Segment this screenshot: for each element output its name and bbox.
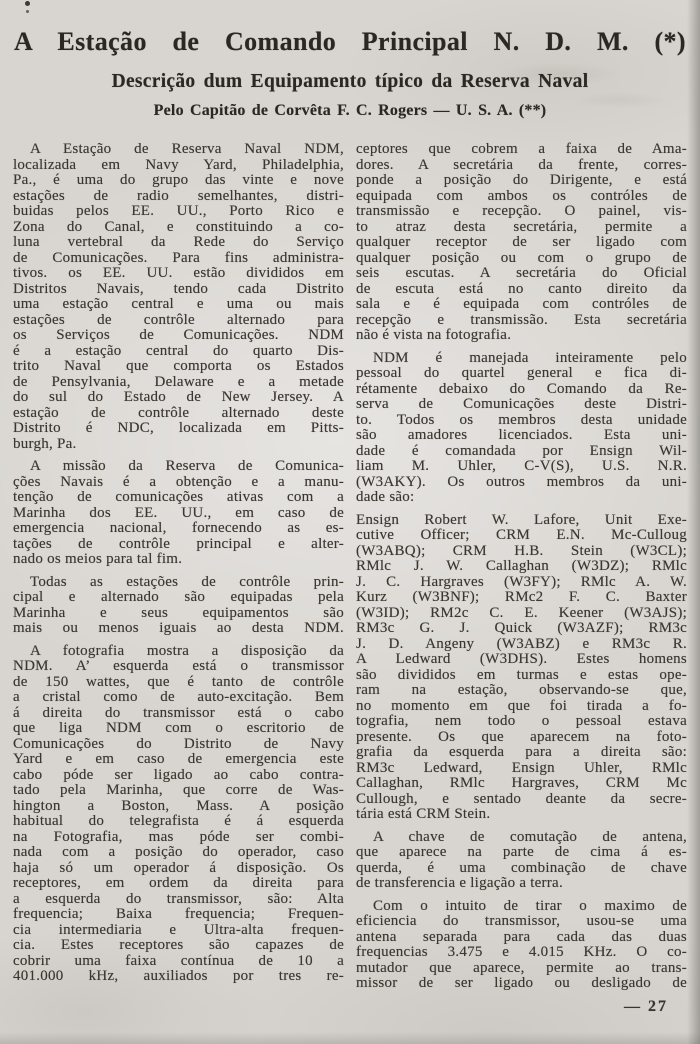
page-number: — 27 bbox=[624, 998, 668, 1015]
paragraph bbox=[356, 899, 687, 992]
text-line: serva de Comunicações deste Distri- bbox=[356, 397, 687, 412]
text-line: na Fotografia, mas póde ser combi- bbox=[13, 829, 344, 845]
text-line: é a estação central do quarto Dis- bbox=[13, 343, 344, 359]
text-line: cutive Officer; CRM E.N. Mc-Culloug bbox=[356, 528, 687, 543]
paragraph bbox=[356, 142, 687, 344]
paragraph bbox=[13, 644, 344, 985]
article-byline: Pelo Capitão de Corvêta F. C. Rogers — U. S. A. (**) bbox=[153, 102, 547, 119]
text-line: NDM é manejada inteiramente pelo bbox=[373, 350, 687, 366]
text-line: Zona do Canal, e constituindo a co- bbox=[13, 219, 344, 235]
scan-speck-artifact bbox=[25, 1, 30, 6]
text-line: pessoal do quartel general e fica di- bbox=[356, 366, 687, 381]
text-line: de transferencia e ligação a terra. bbox=[356, 876, 563, 891]
text-line: (W3ABQ); CRM H.B. Stein (W3CL); bbox=[356, 543, 687, 559]
text-line: antena separada para cada das duas bbox=[356, 929, 687, 945]
text-line: cia. Estes receptores são capazes de bbox=[13, 938, 344, 953]
text-line: querda, é uma combinação de chave bbox=[356, 860, 687, 876]
text-line: rétamente debaixo do Comando da Re- bbox=[356, 381, 687, 397]
text-line: Ensign Robert W. Lafore, Unit Exe- bbox=[356, 512, 687, 528]
text-line: Callaghan, RMlc Hargraves, CRM Mc bbox=[356, 776, 687, 791]
text-line: liam M. Uhler, C-V(S), U.S. N.R. bbox=[356, 459, 687, 474]
text-line: receptores, em ordem da direita para bbox=[13, 876, 344, 891]
text-line: tenção de comunicações ativas com a bbox=[13, 490, 344, 505]
text-line: tações de contrôle principal e alter- bbox=[13, 536, 344, 552]
text-line: que aparece na parte de cima á es- bbox=[356, 845, 687, 860]
text-line: estações de radio semelhantes, distri- bbox=[13, 188, 344, 204]
text-line: frequencia; Baixa frequencia; Frequen- bbox=[13, 907, 344, 922]
text-line: são divididos em turmas e estas ope- bbox=[356, 667, 687, 683]
text-line: cabo póde ser ligado ao cabo contra- bbox=[13, 767, 344, 783]
text-line: Distritos Navais, tendo cada Distrito bbox=[13, 281, 344, 297]
text-line: A Estação de Reserva Naval NDM, bbox=[30, 142, 344, 157]
text-line: (W3AKY). Os outros membros da uni- bbox=[356, 474, 687, 490]
text-line: não é vista na fotografia. bbox=[356, 328, 512, 343]
text-line: localizada em Navy Yard, Philadelphia, bbox=[13, 157, 344, 173]
text-line: ceptores que cobrem a faixa de Ama- bbox=[356, 142, 687, 157]
text-line: dores. A secretária da frente, corres- bbox=[356, 157, 687, 173]
text-line: burgh, Pa. bbox=[13, 436, 77, 452]
scan-edge-shadow-right bbox=[687, 0, 700, 1044]
text-line: Com o intuito de tirar o maximo de bbox=[373, 898, 687, 914]
left-column bbox=[13, 142, 344, 999]
text-line: grafia da esquerda para a direita são: bbox=[356, 745, 687, 760]
text-line: A fotografia mostra a disposição da bbox=[30, 643, 344, 659]
text-line: A chave de comutação de antena, bbox=[373, 829, 687, 845]
text-line: tária está CRM Stein. bbox=[356, 807, 491, 822]
paragraph bbox=[356, 513, 687, 823]
text-line: nado os meios para tal fim. bbox=[13, 552, 183, 567]
text-line: habitual do telegrafista é á esquerda bbox=[13, 814, 344, 829]
text-line: de 150 wattes, que é tanto de contrôle bbox=[13, 674, 344, 690]
article-header bbox=[0, 0, 700, 120]
text-line: luna vertebral da Rede do Serviço bbox=[13, 235, 344, 250]
text-line: Todas as estações de contrôle prin- bbox=[30, 574, 344, 590]
text-line: missor de ser ligado ou desligado de bbox=[356, 976, 687, 991]
text-line: qualquer receptor de ser ligado com bbox=[356, 235, 687, 250]
text-line: J. C. Hargraves (W3FY); RMlc A. W. bbox=[356, 574, 687, 590]
text-line: são amadores licenciados. Esta uni- bbox=[356, 428, 687, 443]
text-line: equipada com ambos os contróles de bbox=[356, 188, 687, 204]
text-line: de Comunicações. Para fins administra- bbox=[13, 250, 344, 266]
text-line: que liga NDM com o escritorio de bbox=[13, 721, 344, 736]
text-line: á direita do transmissor está o cabo bbox=[13, 705, 344, 721]
text-line: seis escutas. A secretária do Oficial bbox=[356, 266, 687, 281]
text-line: A Ledward (W3DHS). Estes homens bbox=[356, 652, 687, 667]
text-line: J. D. Angeny (W3ABZ) e RM3c R. bbox=[356, 636, 687, 652]
paragraph bbox=[356, 351, 687, 506]
text-line: A missão da Reserva de Comunica- bbox=[30, 459, 344, 474]
paragraph bbox=[356, 830, 687, 892]
text-line: mutador que aparece, permite ao trans- bbox=[356, 960, 687, 976]
text-line: do sul do Estado de New Jersey. A bbox=[13, 390, 344, 405]
text-line: (W3ID); RM2c C. E. Keener (W3AJS); bbox=[356, 605, 687, 621]
text-line: tado pela Marinha, que corre de Was- bbox=[13, 783, 344, 798]
paragraph bbox=[13, 459, 344, 568]
text-line: NDM. A’ esquerda está o transmissor bbox=[13, 659, 344, 674]
text-line: Marinha dos EE. UU., em caso de bbox=[13, 505, 344, 521]
text-line: Comunicações do Distrito de Navy bbox=[13, 736, 344, 752]
text-line: 401.000 kHz, auxiliados por tres re- bbox=[13, 969, 344, 984]
text-line: transmissão e recepção. O painel, vis- bbox=[356, 204, 687, 219]
right-column bbox=[356, 142, 687, 999]
text-line: Cullough, e sentado deante da secre- bbox=[356, 791, 687, 807]
text-line: RM3c Ledward, Ensign Uhler, RMlc bbox=[356, 760, 687, 776]
text-line: RM3c G. J. Quick (W3AZF); RM3c bbox=[356, 621, 687, 636]
text-line: buidas pelos EE. UU., Porto Rico e bbox=[13, 204, 344, 219]
text-line: RMlc J. W. Callaghan (W3DZ); RMlc bbox=[356, 559, 687, 574]
text-line: qualquer posição ou com o grupo de bbox=[356, 250, 687, 266]
text-line: cipal e alternado são equipadas pela bbox=[13, 590, 344, 605]
text-line: ponde a posição do Dirigente, e está bbox=[356, 173, 687, 188]
text-line: eficiencia do transmissor, usou-se uma bbox=[356, 914, 687, 929]
text-line: hington a Boston, Mass. A posição bbox=[13, 798, 344, 814]
text-line: dade são: bbox=[356, 490, 415, 505]
text-line: estações de contrôle alternado para bbox=[13, 312, 344, 328]
text-line: no momento em que foi tirada a fo- bbox=[356, 698, 687, 714]
text-line: uma estação central e uma ou mais bbox=[13, 297, 344, 312]
text-line: mais ou menos iguais ao desta NDM. bbox=[13, 621, 344, 636]
paragraph bbox=[13, 142, 344, 452]
article-title: A Estação de Comando Principal N. D. M. (*) bbox=[14, 27, 686, 56]
text-line: estação de contrôle alternado deste bbox=[13, 405, 344, 421]
text-line: Kurz (W3BNF); RMc2 F. C. Baxter bbox=[356, 590, 687, 605]
text-line: os Serviços de Comunicações. NDM bbox=[13, 328, 344, 343]
text-line: to atraz desta secretária, permite a bbox=[356, 219, 687, 235]
text-line: Yard e em caso de emergencia este bbox=[13, 752, 344, 767]
scan-edge-shadow-bottom bbox=[0, 1032, 700, 1044]
text-line: presente. Os que aparecem na foto- bbox=[356, 729, 687, 745]
paragraph bbox=[13, 575, 344, 637]
article-subtitle: Descrição dum Equipamento típico da Reserva Naval bbox=[111, 71, 589, 92]
text-line: Marinha e seus equipamentos são bbox=[13, 605, 344, 621]
text-line: de escuta está no canto direito da bbox=[356, 281, 687, 297]
text-line: a esquerda do transmissor, são: Alta bbox=[13, 891, 344, 907]
text-line: Distrito é NDC, localizada em Pitts- bbox=[13, 421, 344, 436]
text-line: cobrir uma faixa contínua de 10 a bbox=[13, 953, 344, 969]
text-line: recepção e transmissão. Esta secretária bbox=[356, 312, 687, 328]
text-line: nada com a posição do operador, caso bbox=[13, 845, 344, 860]
text-line: tivos. os EE. UU. estão divididos em bbox=[13, 266, 344, 281]
text-line: to. Todos os membros desta unidade bbox=[356, 412, 687, 428]
text-line: tografia, nem todo o pessoal estava bbox=[356, 714, 687, 729]
text-line: de Pensylvania, Delaware e a metade bbox=[13, 374, 344, 390]
text-line: Pa., é uma do grupo das vinte e nove bbox=[13, 173, 344, 188]
two-column-body bbox=[0, 120, 700, 999]
text-line: frequencias 3.475 e 4.015 KHz. O co- bbox=[356, 945, 687, 960]
text-line: dade é comandada por Ensign Wil- bbox=[356, 443, 687, 459]
text-line: haja só um operador á disposição. Os bbox=[13, 860, 344, 876]
text-line: ram na estação, observando-se que, bbox=[356, 683, 687, 698]
text-line: a cristal como de auto-excitação. Bem bbox=[13, 690, 344, 705]
text-line: emergencia nacional, fornecendo as es- bbox=[13, 521, 344, 536]
text-line: ções Navais é a obtenção e a manu- bbox=[13, 474, 344, 490]
text-line: cia intermediaria e Ultra-alta frequen- bbox=[13, 922, 344, 938]
text-line: trito Naval que comporta os Estados bbox=[13, 359, 344, 374]
text-line: sala e é equipada com contróles de bbox=[356, 297, 687, 312]
